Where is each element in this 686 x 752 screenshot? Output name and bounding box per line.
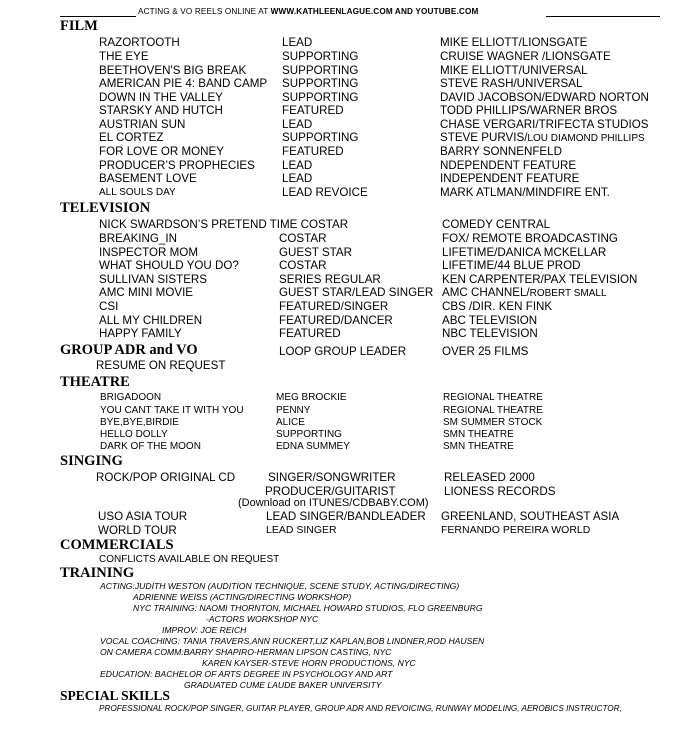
credit-title: BREAKING_IN — [99, 232, 177, 245]
credit-title: BYE,BYE,BIRDIE — [100, 417, 179, 428]
credit-title: BASEMENT LOVE — [99, 172, 197, 185]
credit-title: INSPECTOR MOM — [99, 246, 198, 259]
credit-role: EDNA SUMMEY — [276, 441, 350, 452]
section-theatre: THEATRE — [60, 374, 130, 390]
el-cortez-costar: LOU DIAMOND PHILLIPS — [527, 133, 645, 144]
commercials-note: CONFLICTS AVAILABLE ON REQUEST — [99, 554, 280, 565]
credit-role: LEAD SINGER/BANDLEADER — [266, 510, 426, 523]
credit-title: WORLD TOUR — [98, 524, 177, 537]
training-line: ACTING:JUDITH WESTON (AUDITION TECHNIQUE, SCENE STUDY, ACTING/DIRECTING) — [100, 581, 460, 591]
credit-source: AMC CHANNEL/ROBERT SMALL — [442, 286, 607, 299]
credit-title: BRIGADOON — [100, 392, 162, 403]
credit-role: MEG BROCKIE — [276, 392, 347, 403]
header-rule-left — [60, 16, 136, 17]
credit-source: FERNANDO PEREIRA WORLD — [441, 524, 591, 536]
credit-source: SMN THEATRE — [443, 429, 514, 440]
header-rule-right — [546, 16, 660, 17]
training-line: KAREN KAYSER-STEVE HORN PRODUCTIONS, NYC — [202, 658, 416, 668]
section-group-adr: GROUP ADR and VO — [60, 342, 198, 358]
credit-role: SUPPORTING — [282, 64, 359, 77]
website-link[interactable]: WWW.KATHLEENLAGUE.COM — [270, 7, 393, 16]
credit-role: LEAD — [282, 172, 313, 185]
credit-title: NICK SWARDSON’S PRETEND TIME COSTAR — [99, 218, 349, 231]
credit-role: FEATURED/DANCER — [279, 314, 393, 327]
credit-role: SUPPORTING — [282, 50, 359, 63]
credit-role: LEAD REVOICE — [282, 186, 368, 199]
credit-role: PENNY — [276, 405, 311, 416]
credit-source: CHASE VERGARI/TRIFECTA STUDIOS — [440, 118, 649, 131]
credit-source: MIKE ELLIOTT/UNIVERSAL — [440, 64, 588, 77]
credit-role: SUPPORTING — [282, 131, 359, 144]
credit-source: DAVID JACOBSON/EDWARD NORTON — [440, 91, 649, 104]
credit-source: INDEPENDENT FEATURE — [440, 172, 580, 185]
credit-title: DARK OF THE MOON — [100, 441, 201, 452]
credit-role: GUEST STAR — [279, 246, 353, 259]
header — [60, 6, 660, 18]
singing-cd-release: RELEASED 2000 — [444, 471, 535, 484]
section-film: FILM — [60, 18, 98, 34]
training-line: VOCAL COACHING: TANIA TRAVERS,ANN RUCKERT,LIZ KAPLAN,BOB LINDNER,ROD HAUSEN — [100, 636, 485, 646]
credit-title: ALL MY CHILDREN — [99, 314, 203, 327]
adr-credit: OVER 25 FILMS — [442, 345, 529, 358]
skills-text: PROFESSIONAL ROCK/POP SINGER, GUITAR PLAYER, GROUP ADR AND REVOICING, RUNWAY MODELING, AEROBICS INSTRUCTOR, — [99, 704, 622, 713]
credit-role: FEATURED — [279, 327, 341, 340]
credit-role: COSTAR — [279, 259, 327, 272]
credit-source: REGIONAL THEATRE — [443, 392, 543, 403]
section-special-skills: SPECIAL SKILLS — [60, 688, 170, 703]
credit-source: GREENLAND, SOUTHEAST ASIA — [441, 510, 620, 523]
credit-role: SUPPORTING — [276, 429, 342, 440]
training-line: -ACTORS WORKSHOP NYC — [206, 614, 319, 624]
training-line: EDUCATION: BACHELOR OF ARTS DEGREE IN PSYCHOLOGY AND ART — [100, 669, 393, 679]
credit-role: FEATURED — [282, 104, 344, 117]
amc-director: ROBERT SMALL — [529, 288, 607, 299]
credit-title: AUSTRIAN SUN — [99, 118, 186, 131]
adr-role: LOOP GROUP LEADER — [279, 345, 407, 358]
credit-role: SUPPORTING — [282, 91, 359, 104]
credit-source: ABC TELEVISION — [442, 314, 538, 327]
credit-role: SUPPORTING — [282, 77, 359, 90]
credit-title: EL CORTEZ — [99, 131, 164, 144]
credit-title: STARSKY AND HUTCH — [99, 104, 223, 117]
credit-title: HAPPY FAMILY — [99, 327, 182, 340]
credit-source: KEN CARPENTER/PAX TELEVISION — [442, 273, 638, 286]
section-training: TRAINING — [60, 565, 135, 581]
credit-source: CRUISE WAGNER /LIONSGATE — [440, 50, 611, 63]
credit-role: GUEST STAR/LEAD SINGER — [279, 286, 434, 299]
credit-source: FOX/ REMOTE BROADCASTING — [442, 232, 618, 245]
credit-title: YOU CANT TAKE IT WITH YOU — [100, 405, 244, 416]
section-television: TELEVISION — [60, 200, 151, 216]
credit-source: NDEPENDENT FEATURE — [440, 159, 577, 172]
singing-cd-role: SINGER/SONGWRITER — [268, 471, 396, 484]
singing-cd-role-2: PRODUCER/GUITARIST — [265, 485, 396, 498]
singing-cd: ROCK/POP ORIGINAL CD — [96, 471, 236, 484]
credit-source: TODD PHILLIPS/WARNER BROS — [440, 104, 618, 117]
training-line: ON CAMERA COMM:BARRY SHAPIRO-HERMAN LIPSON CASTING, NYC — [100, 647, 392, 657]
credit-source: LIFETIME/DANICA MCKELLAR — [442, 246, 607, 259]
credit-role: FEATURED/SINGER — [279, 300, 389, 313]
header-text: ACTING & VO REELS ONLINE AT WWW.KATHLEENLAGUE.COM AND YOUTUBE.COM — [138, 7, 479, 16]
credit-source: MIKE ELLIOTT/LIONSGATE — [440, 36, 588, 49]
singing-download: (Download on ITUNES/CDBABY.COM) — [238, 497, 429, 509]
adr-note: RESUME ON REQUEST — [96, 359, 226, 372]
credit-title: DOWN IN THE VALLEY — [99, 91, 223, 104]
credit-role: LEAD — [282, 118, 313, 131]
credit-source: MARK ATLMAN/MINDFIRE ENT. — [440, 186, 610, 199]
credit-title: AMC MINI MOVIE — [99, 286, 194, 299]
credit-role: ALICE — [276, 417, 305, 428]
credit-source: SM SUMMER STOCK — [443, 417, 543, 428]
credit-title: FOR LOVE OR MONEY — [99, 145, 224, 158]
section-singing: SINGING — [60, 453, 123, 469]
credit-title: CSI — [99, 300, 119, 313]
credit-title: RAZORTOOTH — [99, 36, 180, 49]
credit-role: COSTAR — [279, 232, 327, 245]
credit-role: LEAD — [282, 36, 313, 49]
youtube-link[interactable]: YOUTUBE.COM — [415, 7, 479, 16]
credit-role: LEAD SINGER — [266, 524, 337, 536]
credit-title: SULLIVAN SISTERS — [99, 273, 208, 286]
credit-source: STEVE RASH/UNIVERSAL — [440, 77, 583, 90]
credit-role: LEAD — [282, 159, 313, 172]
credit-source: COMEDY CENTRAL — [442, 218, 551, 231]
credit-source: STEVE PURVIS/LOU DIAMOND PHILLIPS — [440, 131, 645, 144]
singing-cd-label: LIONESS RECORDS — [444, 485, 556, 498]
credit-title: WHAT SHOULD YOU DO? — [99, 259, 239, 272]
credit-title: AMERICAN PIE 4: BAND CAMP — [99, 77, 268, 90]
credit-source: BARRY SONNENFELD — [440, 145, 562, 158]
credit-source: REGIONAL THEATRE — [443, 405, 543, 416]
credit-title: THE EYE — [99, 50, 149, 63]
credit-title: BEETHOVEN'S BIG BREAK — [99, 64, 247, 77]
credit-role: SERIES REGULAR — [279, 273, 381, 286]
training-line: GRADUATED CUME LAUDE BAKER UNIVERSITY — [184, 680, 382, 690]
credit-source: NBC TELEVISION — [442, 327, 538, 340]
credit-source: SMN THEATRE — [443, 441, 514, 452]
training-line: IMPROV: JOE REICH — [162, 625, 247, 635]
credit-source: CBS /DIR. KEN FINK — [442, 300, 553, 313]
credit-title: PRODUCER’S PROPHECIES — [99, 159, 255, 172]
training-line: NYC TRAINING: NAOMI THORNTON, MICHAEL HOWARD STUDIOS, FLO GREENBURG — [133, 603, 483, 613]
section-commercials: COMMERCIALS — [60, 537, 174, 553]
credit-role: FEATURED — [282, 145, 344, 158]
training-line: ADRIENNE WEISS (ACTING/DIRECTING WORKSHOP) — [133, 592, 352, 602]
credit-title: USO ASIA TOUR — [98, 510, 188, 523]
credit-title: ALL SOULS DAY — [99, 187, 176, 198]
credit-source: LIFETIME/44 BLUE PROD — [442, 259, 581, 272]
credit-title: HELLO DOLLY — [100, 429, 168, 440]
